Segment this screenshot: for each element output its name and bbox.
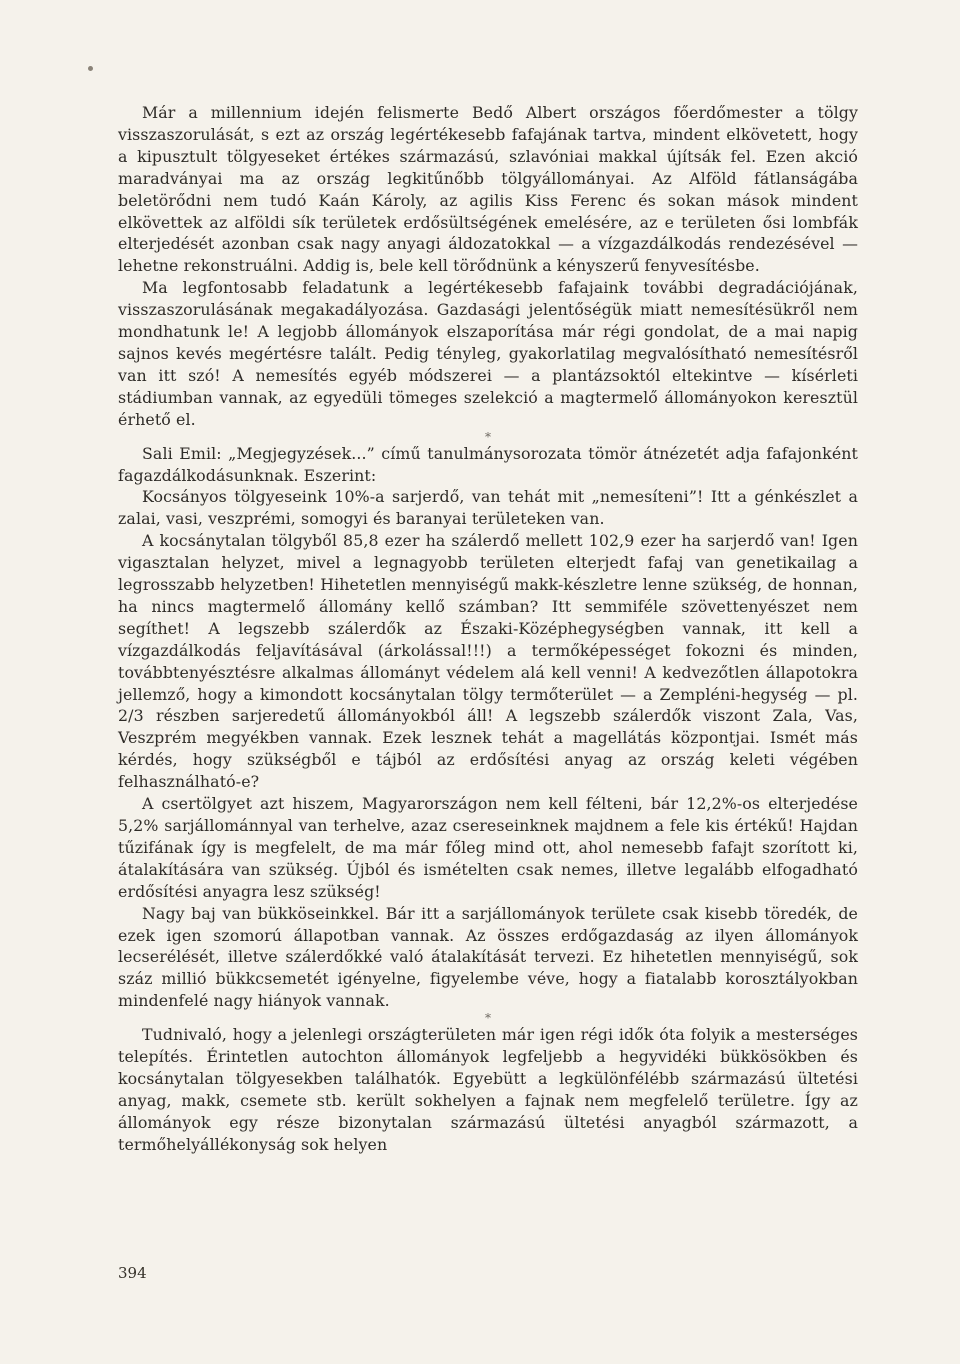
section-separator-1: * <box>484 429 492 444</box>
paragraph-3: Sali Emil: „Megjegyzések...” című tanulmánysorozata tömör átnézetét adja fafajonként fagazdálkodásunknak. Eszerint: <box>118 443 858 485</box>
scan-speck <box>88 66 93 71</box>
paragraph-8: Tudnivaló, hogy a jelenlegi országterületen már igen régi idők óta folyik a mesterséges telepítés. Érintetlen autochton állományok legfeljebb a hegyvidéki bükkösökben és kocsánytalan tölgyesekben találhatók. Egyebütt a legkülönfélébb származású ültetési anyag, makk, csemete stb. került sokhelyen a fajnak nem megfelelő területre. Így az állományok egy része bizonytalan származású ültetési anyagból származott, a termőhelyállékonyság sok helyen <box>118 1025 858 1154</box>
body-text <box>118 102 858 1156</box>
section-separator-2: * <box>484 1011 492 1026</box>
paragraph-5: A kocsánytalan tölgyből 85,8 ezer ha szálerdő mellett 102,9 ezer ha sarjerdő van! Igen vigasztalan helyzet, mivel a legnagyobb területen elterjedt fafaj van genetikailag a legrosszabb helyzetben! Hihetetlen mennyiségű makk-készletre lenne szükség, de honnan, ha nincs magtermelő állomány kellő számban? Itt semmiféle szövettenyészet nem segíthet! A legszebb szálerdők az Északi-Középhegységben vannak, itt kell a vízgazdálkodás feljavításával (árkolással!!!) a termőképességet fokozni és minden, továbbtenyésztésre alkalmas állományt védelem alá kell venni! A kedvezőtlen állapotokra jellemző, hogy a kimondott kocsánytalan tölgy termőterület — a Zempléni-hegység — pl. 2/3 részben sarjeredetű állományokból áll! A legszebb szálerdők viszont Zala, Vas, Veszprém megyékben vannak. Ezek lesznek tehát a magellátás központjai. Ismét más kérdés, hogy szükségből e tájból az erdősítési anyag az ország keleti végében felhasználható-e? <box>118 531 858 792</box>
paragraph-7: Nagy baj van bükköseinkkel. Bár itt a sarjállományok területe csak kisebb töredék, de ezek igen szomorú állapotban vannak. Az összes erdőgazdaság az ilyen állományok lecserélését, illetve szálerdőkké való átalakítását tervezi. Ez hihetetlen mennyiségű, sok száz millió bükkcsemetét igényelne, figyelembe véve, hogy a fiatalabb korosztályokban mindenfelé nagy hiányok vannak. <box>118 903 858 1011</box>
paragraph-2: Ma legfontosabb feladatunk a legértékesebb fafajaink további degradációjának, visszaszorulásának megakadályozása. Gazdasági jelentőségük miatt nemesítésükről nem mondhatunk le! A legjobb állományok elszaporítása már régi gondolat, de a mai napig sajnos kevés megértésre talált. Pedig tényleg, gyakorlatilag megvalósítható nemesítésről van itt szó! A nemesítés egyéb módszerei — a plantázsoktól eltekintve — kísérleti stádiumban vannak, az egyedüli tömeges szelekció a magtermelő állományokon keresztül érhető el. <box>118 278 858 429</box>
paragraph-4: Kocsányos tölgyeseink 10%-a sarjerdő, van tehát mit „nemesíteni”! Itt a génkészlet a zalai, vasi, veszprémi, somogyi és baranyai területeken van. <box>118 487 858 529</box>
page-number: 394 <box>118 1264 147 1282</box>
paragraph-1: Már a millennium idején felismerte Bedő Albert országos főerdőmester a tölgy visszaszorulását, s ezt az ország legértékesebb fafajának tartva, mindent elkövetett, hogy a kipusztult tölgyeseket értékes származású, szlavóniai makkal újítsák fel. Ezen akció maradványai ma az ország legkitűnőbb tölgyállományai. Az Alföld fátlanságába beletörődni nem tudó Kaán Károly, az agilis Kiss Ferenc és sokan mások mindent elkövettek az alföldi sík területek erdősültségének emelésére, az e területen ősi lombfák elterjedését azonban csak nagy anyagi áldozatokkal — a vízgazdálkodás rendezésével — lehetne rekonstruálni. Addig is, bele kell törődnünk a kényszerű fenyvesítésbe. <box>118 103 858 276</box>
paragraph-6: A csertölgyet azt hiszem, Magyarországon nem kell félteni, bár 12,2%-os elterjedése 5,2% sarjállománnyal van terhelve, azaz csereseinknek majdnem a fele kis értékű! Hajdan tűzifának így is megfelelt, de ma már főleg mind ott, ahol nemesebb fafajt szorított ki, átalakítására van szükség. Újból és ismételten csak nemes, illetve legalább elfogadható erdősítési anyagra lesz szükség! <box>118 794 858 901</box>
